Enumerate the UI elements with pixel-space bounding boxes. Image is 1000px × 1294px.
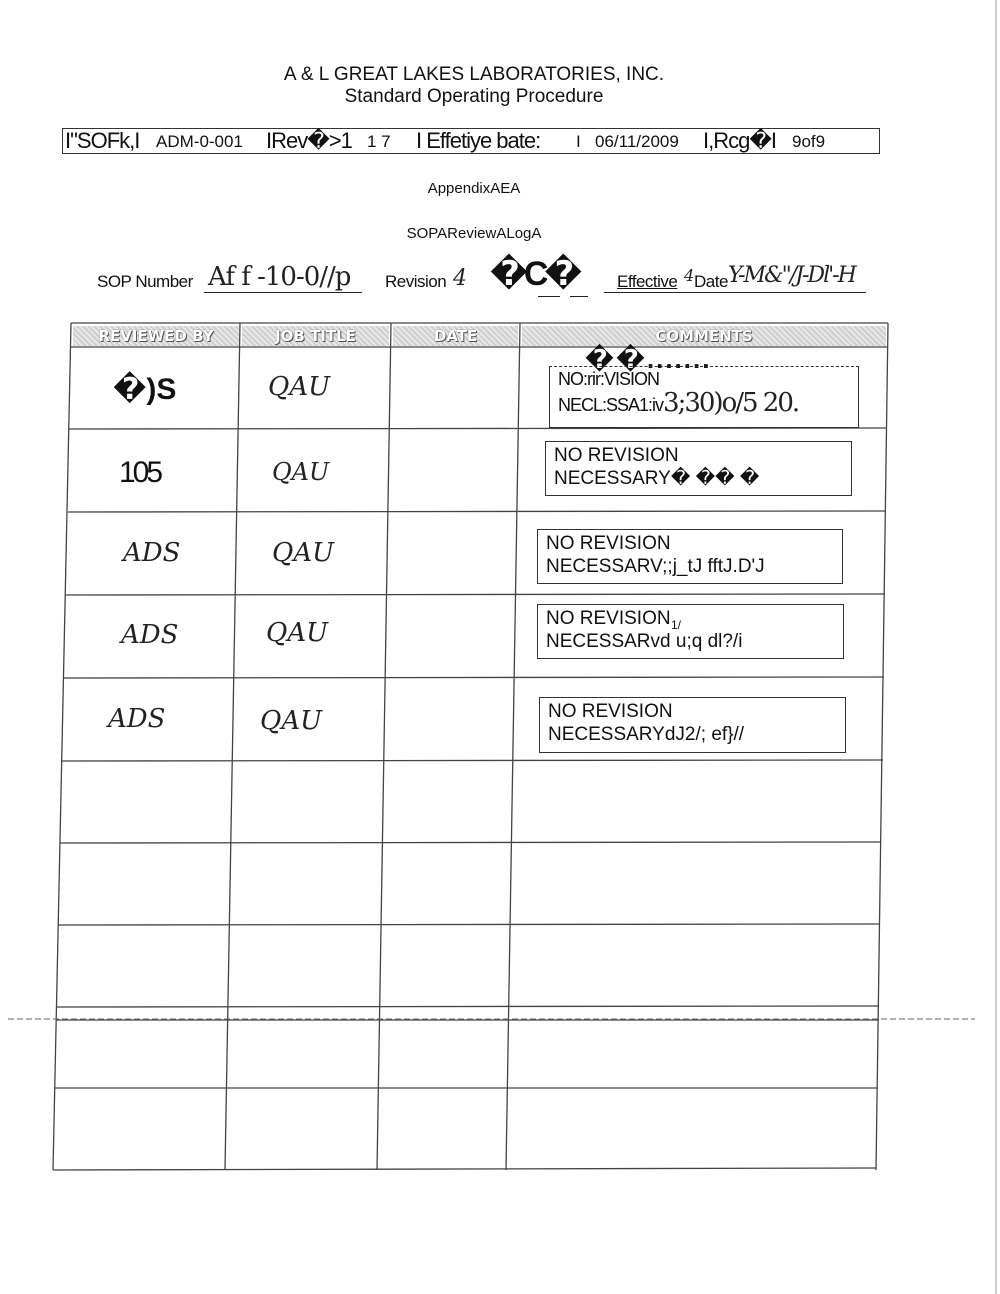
row-1-comment-line-2 — [558, 388, 850, 418]
column-header-comments: COMMENTS — [522, 326, 886, 346]
effective-date-value: 06/11/2009 — [595, 132, 679, 151]
row-2-job-title: QAU — [272, 458, 330, 486]
row-1-job-title: QAU — [268, 372, 331, 402]
sop-number: ADM-0-001 — [156, 132, 243, 151]
row-2-comment-line-2: NECESSARY� �� � — [554, 468, 760, 489]
row-2-comment-box — [545, 441, 852, 496]
row-1-comment-box — [549, 366, 859, 428]
page-label: I,Rcg�I — [703, 128, 777, 153]
sop-number-label: SOP Number — [97, 272, 193, 291]
effective-date-separator: I — [576, 132, 581, 151]
effective-date-label: I Effetiye bate: — [416, 128, 541, 153]
row-1-comment-line-2-text: NECL:SSA1:iv — [558, 395, 664, 415]
row-3-comment-line-1: NO REVISION — [546, 533, 671, 554]
row-4-comment-line-1: NO REVISION — [546, 608, 671, 629]
row-5-job-title: QAU — [260, 706, 323, 736]
revision-number: 1 7 — [367, 132, 391, 151]
review-log-title: SOPAReviewALogA — [406, 225, 542, 242]
date-value: Y-M&"/J-Dl'-H — [728, 263, 855, 288]
row-5-comment-line-1: NO REVISION — [548, 701, 673, 722]
sop-number-value: Af f -10-0//p — [208, 262, 351, 292]
effective-mark: 4 — [684, 266, 695, 285]
row-2-comment-line-1: NO REVISION — [554, 445, 679, 466]
row-5-comment-box — [539, 697, 846, 753]
row-4-comment-box — [537, 604, 844, 659]
column-header-date: DATE — [393, 326, 518, 346]
page-value: 9of9 — [792, 132, 826, 151]
row-4-job-title: QAU — [266, 618, 329, 648]
revision-label: Revision — [385, 272, 447, 291]
effective-label: Effective — [617, 272, 678, 291]
row-3-comment-line-2: NECESSARV;;j_tJ fftJ.D'J — [546, 556, 765, 577]
revision-label: IRev�>1 — [266, 128, 352, 153]
company-name: A & L GREAT LAKES LABORATORIES, INC. — [283, 64, 665, 85]
document-type: Standard Operating Procedure — [344, 86, 604, 107]
sop-label: I"SOFk,I — [65, 128, 140, 153]
row-1-comment-line-1: NO:rir:VISION — [558, 369, 660, 389]
row-1-reviewed-by: �)S — [113, 373, 177, 406]
row-4-reviewed-by: ADS — [121, 620, 179, 650]
row-4-comment-mark: 1/ — [671, 618, 682, 632]
row-5-comment-line-2: NECESSARYdJ2/; ef}// — [548, 724, 745, 745]
row-3-reviewed-by: ADS — [123, 538, 181, 568]
revision-value: �C� — [490, 255, 579, 293]
row-2-reviewed-by: 105 — [119, 456, 161, 489]
row-1-comment-scribble: ��....... — [585, 344, 712, 374]
appendix-label: AppendixAEA — [427, 180, 521, 197]
row-3-job-title: QAU — [272, 538, 335, 568]
date-label: Date — [694, 272, 728, 291]
row-4-comment-line-2: NECESSARvd u;q dl?/i — [546, 631, 743, 652]
row-5-reviewed-by: ADS — [108, 704, 166, 734]
row-3-comment-box — [537, 529, 843, 584]
revision-mark: 4 — [453, 266, 467, 291]
column-header-reviewed-by: REVIEWED BY — [73, 326, 239, 346]
column-header-job-title: JOB TITLE — [242, 326, 389, 346]
row-1-comment-handwriting: 3;30)o/5 20. — [663, 388, 799, 418]
